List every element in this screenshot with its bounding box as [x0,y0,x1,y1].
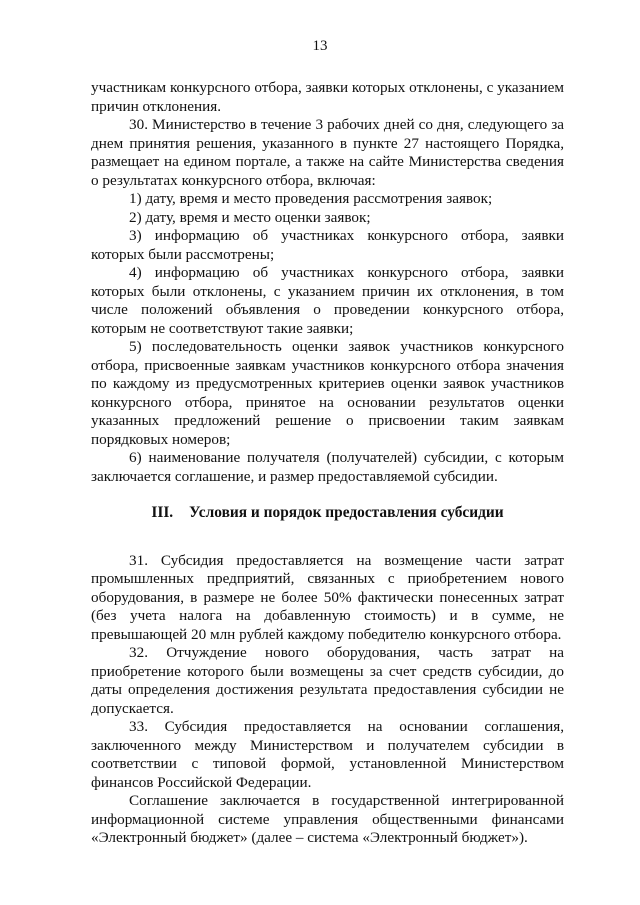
document-body [91,79,564,848]
page-number: 13 [312,38,328,54]
list-item-4: 4) информацию об участниках конкурсного отбора, заявки которых были отклонены, с указанием причин их отклонения, в том числе положений объявления о проведении конкурсного отбора, которым не соответствуют такие заявки; [91,264,564,337]
section-heading [91,504,564,523]
list-item-6: 6) наименование получателя (получателей) субсидии, с которым заключается соглашение, и размер предоставляемой субсидии. [91,449,564,485]
paragraph-item-32: 32. Отчуждение нового оборудования, часть затрат на приобретение которого были возмещены за счет средств субсидии, до даты определения достижения результата предоставления субсидии не допускается. [91,644,564,717]
paragraph-continuation: участникам конкурсного отбора, заявки которых отклонены, с указанием причин отклонения. [91,79,564,115]
paragraph-agreement: Соглашение заключается в государственной интегрированной информационной системе управления общественными финансами «Электронный бюджет» (далее – система «Электронный бюджет»). [91,792,564,846]
paragraph-item-33: 33. Субсидия предоставляется на основании соглашения, заключенного между Министерством и получателем субсидии в соответствии с типовой формой, установленной Министерством финансов Российской Федерации. [91,718,564,791]
paragraph-item-30: 30. Министерство в течение 3 рабочих дней со дня, следующего за днем принятия решения, указанного в пункте 27 настоящего Порядка, размещает на едином портале, а также на сайте Министерства сведения о результатах конкурсного отбора, включая: [91,116,564,189]
section-heading-title: Условия и порядок предоставления субсидии [189,504,504,521]
list-item-5: 5) последовательность оценки заявок участников конкурсного отбора, присвоенные заявкам участников конкурсного отбора значения по каждому из предусмотренных критериев оценки заявок участников конкурсного отбора, принятое на основании результатов оценки указанных предложений решение о присвоении таким заявкам порядковых номеров; [91,338,564,448]
section-heading-number: III. [151,504,174,521]
list-item-2: 2) дату, время и место оценки заявок; [129,208,371,226]
paragraph-item-31: 31. Субсидия предоставляется на возмещение части затрат промышленных предприятий, связанных с приобретением нового оборудования, в размере не более 50% фактически понесенных затрат (без учета налога на добавленную стоимость) и в сумме, не превышающей 20 млн рублей каждому победителю конкурсного отбора. [91,551,564,643]
list-item-1: 1) дату, время и место проведения рассмотрения заявок; [129,190,493,207]
list-item-3: 3) информацию об участниках конкурсного отбора, заявки которых были рассмотрены; [91,227,564,263]
